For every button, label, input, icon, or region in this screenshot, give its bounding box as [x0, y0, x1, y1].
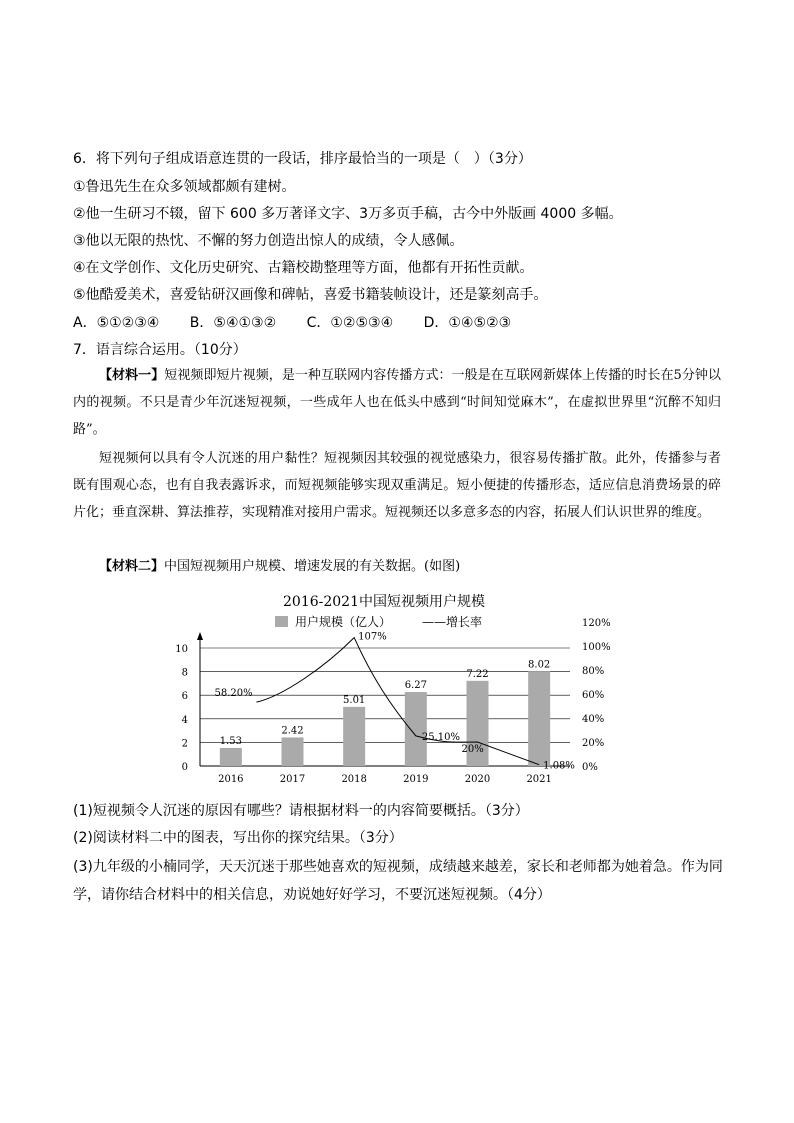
q6-sentence-4: ④在文学创作、文化历史研究、古籍校勘整理等方面，他都有开拓性贡献。	[73, 260, 534, 276]
y2-tick-label: 40%	[582, 714, 605, 725]
q6-sentence-5: ⑤他酷爱美术，喜爱钻研汉画像和碑帖，喜爱书籍装帧设计，还是篆刻高手。	[73, 287, 548, 303]
bar-value-label: 1.53	[219, 735, 242, 747]
q6-sentence-2: ②他一生研习不辍，留下 600 多万著译文字、3万多页手稿，古今中外版画 4000 多幅。	[73, 206, 623, 222]
bar	[282, 737, 304, 766]
y2-tick-label: 80%	[582, 666, 605, 677]
rate-value-label: 20%	[461, 744, 484, 755]
x-tick-label: 2018	[341, 774, 367, 785]
material2-label: 【材料二】	[99, 559, 165, 574]
q7-sub-2: (2)阅读材料二中的图表，写出你的探究结果。（3分）	[73, 830, 403, 846]
x-tick-label: 2016	[218, 774, 244, 785]
y-tick-label: 2	[181, 738, 188, 750]
bar-value-label: 6.27	[404, 680, 427, 692]
legend-line-label: ——增长率	[422, 615, 483, 629]
y-tick-label: 8	[181, 667, 188, 679]
material1-text-1: 短视频即短片视频，是一种互联网内容传播方式：一般是在互联网新媒体上传播的时长在5分钟以内的视频。不只是青少年沉迷短视频，一些成年人也在低头中感到“时间知觉麻木”，在虚拟世界里“沉醉不知归路”。	[73, 368, 721, 437]
y-tick-label: 4	[181, 714, 188, 726]
q6-option-a[interactable]: A．⑤①②③④	[73, 315, 160, 331]
rate-value-label: 107%	[358, 631, 387, 643]
rate-value-label: 25.10%	[421, 731, 460, 743]
material1-label: 【材料一】	[99, 368, 165, 383]
q6-sentence-1: ①鲁迅先生在众多领域都颇有建树。	[73, 179, 296, 195]
legend-bar-label: 用户规模（亿人）	[295, 615, 392, 629]
legend-bar-swatch	[275, 616, 288, 627]
y-tick-label: 10	[175, 644, 188, 655]
q6-option-b[interactable]: B．⑤④①③②	[189, 315, 277, 331]
material2-text: 中国短视频用户规模、增速发展的有关数据。(如图)	[164, 559, 461, 574]
x-tick-label: 2021	[526, 774, 552, 785]
bar	[343, 707, 365, 766]
y2-tick-label: 60%	[582, 690, 605, 701]
bar-value-label: 8.02	[528, 659, 551, 671]
q7-stem: 7．语言综合运用。（10分）	[73, 342, 247, 358]
y2-tick-label: 0%	[582, 762, 598, 773]
q7-sub-1: (1)短视频令人沉迷的原因有哪些？请根据材料一的内容简要概括。（3分）	[73, 803, 529, 819]
bar-value-label: 2.42	[281, 725, 304, 737]
x-tick-label: 2020	[464, 774, 491, 785]
y2-tick-label: 100%	[582, 642, 611, 653]
rate-value-label: 58.20%	[214, 688, 253, 700]
bar-value-label: 7.22	[466, 668, 489, 680]
chart-title: 2016-2021中国短视频用户规模	[283, 594, 485, 610]
y-tick-label: 6	[181, 691, 188, 703]
y2-tick-label: 120%	[582, 618, 611, 629]
y2-tick-label: 20%	[582, 738, 605, 749]
q6-stem: 6．将下列句子组成语意连贯的一段话，排序最恰当的一项是（ ）（3分）	[73, 151, 532, 167]
y-tick-label: 0	[181, 762, 188, 773]
material1-paragraph-2: 短视频何以具有令人沉迷的用户黏性？短视频因其较强的视觉感染力，很容易传播扩散。此外，传播参与者既有围观心态，也有自我表露诉求，而短视频能够实现双重满足。短小便捷的传播形态，适应信息消费场景的碎片化；垂直深耕、算法推荐，实现精准对接用户需求。短视频还以多意多态的内容，拓展人们认识世界的维度。	[73, 451, 721, 520]
q7-sub-3-line-2: 学，请你结合材料中的相关信息，劝说她好好学习，不要沉迷短视频。（4分）	[73, 887, 551, 903]
x-tick-label: 2017	[279, 774, 306, 785]
bar	[528, 671, 550, 766]
bar	[405, 692, 427, 766]
q6-option-c[interactable]: C．①②⑤③④	[306, 315, 394, 331]
bar-value-label: 5.01	[343, 694, 366, 706]
rate-value-label: 1.08%	[543, 760, 575, 772]
material1-paragraph-1	[73, 362, 721, 443]
q6-sentence-3: ③他以无限的热忱、不懈的努力创造出惊人的成绩，令人感佩。	[73, 233, 464, 249]
q7-sub-3-line-1: (3)九年级的小楠同学，天天沉迷于那些她喜欢的短视频，成绩越来越差，家长和老师都为她着急。作为同	[73, 859, 723, 875]
bar	[220, 748, 242, 766]
material2-paragraph	[73, 553, 721, 580]
q6-option-d[interactable]: D．①④⑤②③	[423, 315, 512, 331]
y-axis-arrow	[197, 632, 203, 640]
user-scale-chart	[160, 588, 630, 788]
q6-options	[73, 312, 537, 332]
x-tick-label: 2019	[403, 774, 429, 785]
